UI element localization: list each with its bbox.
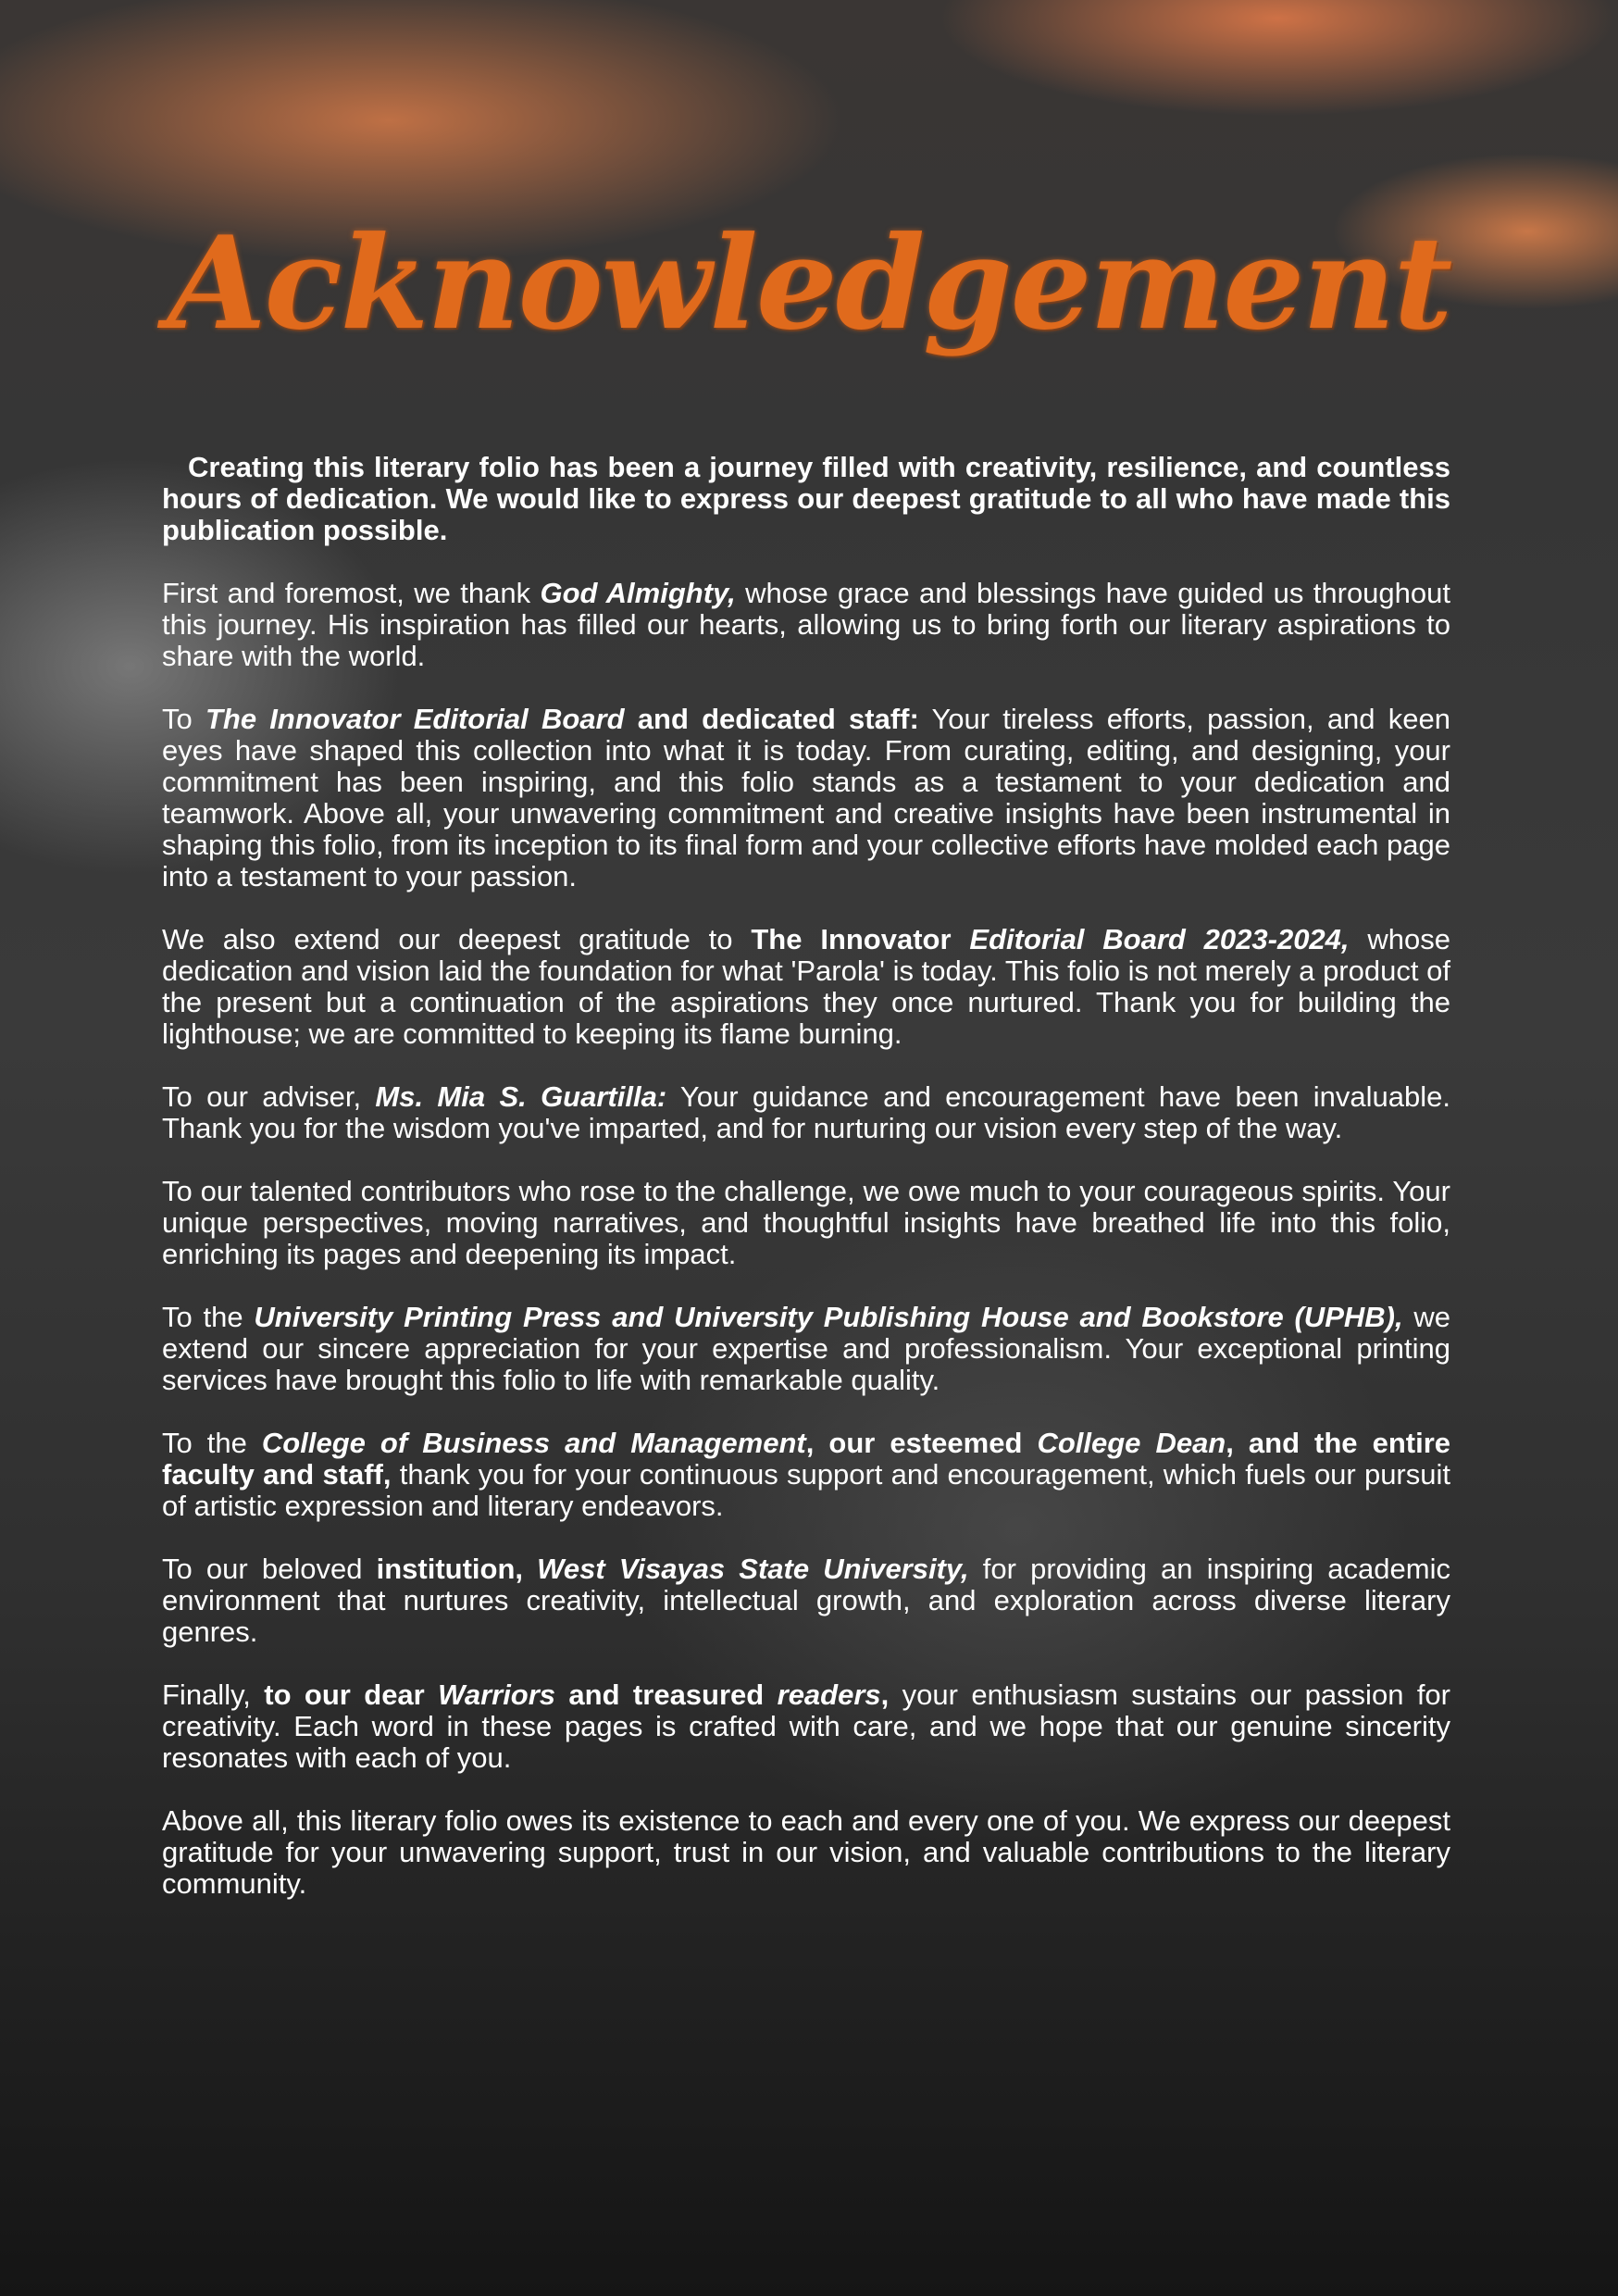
paragraph-institution <box>162 1554 1450 1648</box>
emphasis: College Dean <box>1037 1427 1226 1459</box>
paragraph-closing: Above all, this literary folio owes its existence to each and every one of you. We express our deepest gratitude for your unwavering support, trust in our vision, and valuable contributions to the literary community. <box>162 1804 1450 1900</box>
acknowledgement-body <box>162 452 1450 1931</box>
text: To our beloved <box>162 1553 377 1585</box>
emphasis: University Printing Press and University Publishing House and Bookstore (UPHB), <box>254 1301 1403 1333</box>
text: thank you for your continuous support and encouragement, which fuels our pursuit of artistic expression and literary endeavors. <box>162 1458 1450 1522</box>
emphasis: , and the entire faculty and staff, <box>162 1427 1451 1491</box>
text: To the <box>162 1301 255 1333</box>
text: Your tireless efforts, passion, and keen eyes have shaped this collection into what it is today. From curating, editing, and designing, your commitment has been inspiring, and this folio stands as a testament to your dedication and teamwork. Above all, your unwavering commitment and creative insights have been instrumental in shaping this folio, from its inception to its final form and your collective efforts have molded each page into a testament to your passion. <box>162 703 1450 892</box>
text: Finally, <box>162 1678 265 1711</box>
text: whose grace and blessings have guided us throughout this journey. His inspiration has filled our hearts, allowing us to bring forth our literary aspirations to share with the world. <box>162 577 1451 672</box>
emphasis: Ms. Mia S. Guartilla: <box>375 1080 667 1113</box>
text: for providing an inspiring academic environment that nurtures creativity, intellectual growth, and exploration across diverse literary genres. <box>162 1553 1450 1648</box>
paragraph-editorial-board <box>162 704 1450 892</box>
text: To our adviser, <box>162 1080 376 1113</box>
text: To the <box>162 1427 262 1459</box>
paragraph-printing-press <box>162 1302 1450 1396</box>
emphasis: to our dear <box>264 1678 439 1711</box>
text: whose dedication and vision laid the foundation for what 'Parola' is today. This folio is not merely a product of the present but a continuation of the aspirations they once nurtured. Thank you for building the lighthouse; we are committed to keeping its flame burning. <box>162 923 1450 1050</box>
emphasis: College of Business and Management <box>261 1427 806 1459</box>
text: we extend our sincere appreciation for your expertise and professionalism. Your exceptional printing services have brought this folio to life with remarkable quality. <box>162 1301 1451 1396</box>
emphasis: Editorial Board 2023-2024, <box>969 923 1350 955</box>
emphasis: and treasured <box>555 1678 778 1711</box>
emphasis: readers <box>777 1678 881 1711</box>
emphasis: , our esteemed <box>805 1427 1038 1459</box>
paragraph-adviser <box>162 1081 1450 1144</box>
text: First and foremost, we thank <box>162 577 541 609</box>
text: Your guidance and encouragement have been invaluable. Thank you for the wisdom you've imparted, and for nurturing our vision every step of the way. <box>162 1080 1451 1144</box>
text: To <box>162 703 205 735</box>
emphasis: God Almighty, <box>540 577 736 609</box>
emphasis: West Visayas State University, <box>537 1553 969 1585</box>
paragraph-contributors: To our talented contributors who rose to the challenge, we owe much to your courageous spirits. Your unique perspectives, moving narratives, and thoughtful insights have breathed life into this folio, enriching its pages and deepening its impact. <box>162 1175 1450 1270</box>
paragraph-readers <box>162 1679 1450 1774</box>
intro-paragraph: Creating this literary folio has been a journey filled with creativity, resilience, and countless hours of dedication. We would like to express our deepest gratitude to all who have made this publication possible. <box>162 451 1450 546</box>
text: We also extend our deepest gratitude to <box>162 923 752 955</box>
emphasis: The Innovator Editorial Board <box>205 703 625 735</box>
page-title: Acknowledgement <box>167 207 1451 358</box>
emphasis: , <box>880 1678 890 1711</box>
paragraph-college <box>162 1428 1450 1522</box>
emphasis: and dedicated staff: <box>624 703 919 735</box>
paragraph-previous-board <box>162 924 1450 1050</box>
emphasis: The Innovator <box>751 923 970 955</box>
emphasis: Warriors <box>438 1678 556 1711</box>
paragraph-god <box>162 578 1450 672</box>
text: your enthusiasm sustains our passion for creativity. Each word in these pages is crafted with care, and we hope that our genuine sincerity resonates with each of you. <box>162 1678 1450 1774</box>
emphasis: institution, <box>376 1553 538 1585</box>
